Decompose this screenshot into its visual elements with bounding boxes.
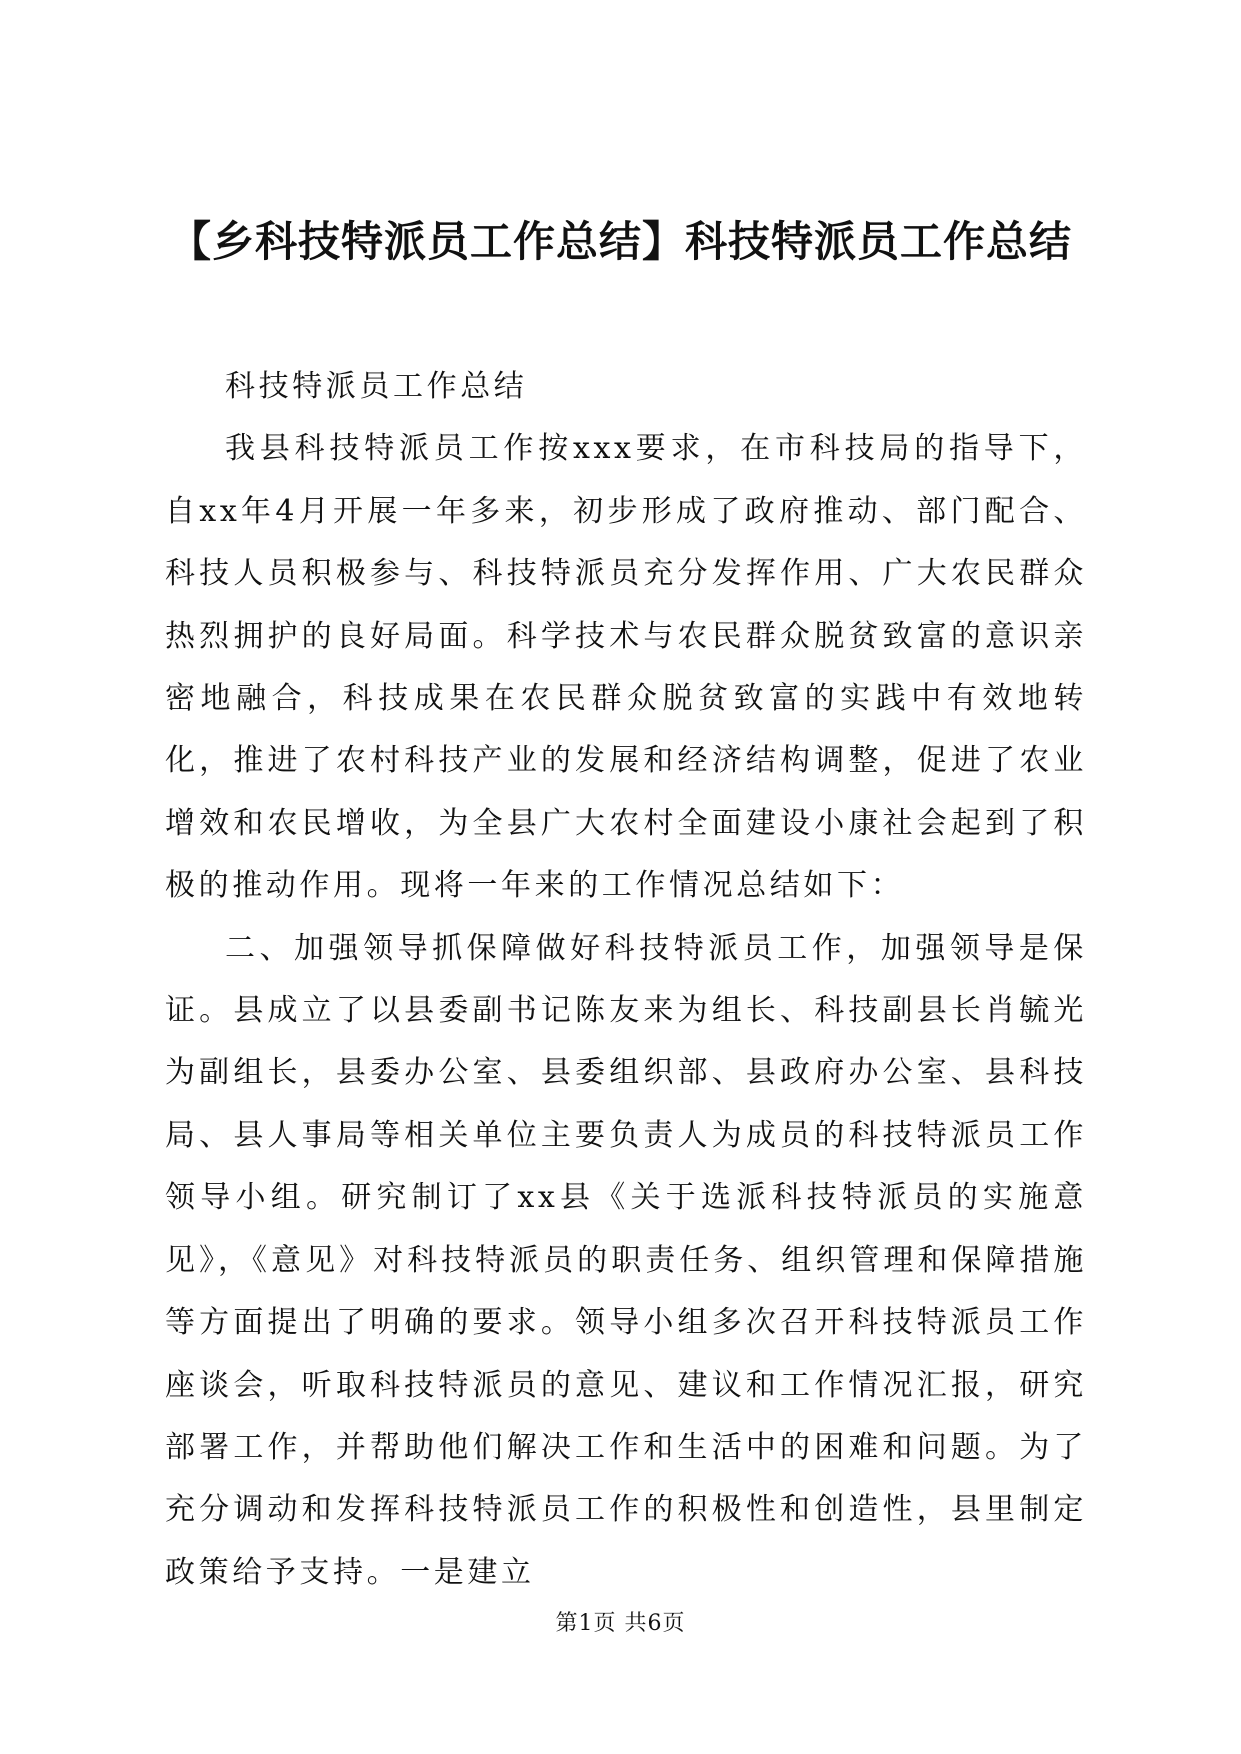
paragraph-intro: 我县科技特派员工作按xxx要求，在市科技局的指导下，自xx年4月开展一年多来，初步形成了政府推动、部门配合、科技人员积极参与、科技特派员充分发挥作用、广大农民群众热烈拥护的良好局面。科学技术与农民群众脱贫致富的意识亲密地融合，科技成果在农民群众脱贫致富的实践中有效地转化，推进了农村科技产业的发展和经济结构调整，促进了农业增效和农民增收，为全县广大农村全面建设小康社会起到了积极的推动作用。现将一年来的工作情况总结如下： [165,431,1087,904]
paragraph-section-two: 二、加强领导抓保障做好科技特派员工作，加强领导是保证。县成立了以县委副书记陈友来为组长、科技副县长肖毓光为副组长，县委办公室、县委组织部、县政府办公室、县科技局、县人事局等相关单位主要负责人为成员的科技特派员工作领导小组。研究制订了xx县《关于选派科技特派员的实施意见》，《意见》对科技特派员的职责任务、组织管理和保障措施等方面提出了明确的要求。领导小组多次召开科技特派员工作座谈会，听取科技特派员的意见、建议和工作情况汇报，研究部署工作，并帮助他们解决工作和生活中的困难和问题。为了充分调动和发挥科技特派员工作的积极性和创造性，县里制定政策给予支持。一是建立 [165,930,1087,1590]
page-footer: 第1页 共6页 [555,1611,686,1636]
document-title: 【乡科技特派员工作总结】科技特派员工作总结 [168,217,1072,266]
paragraph-subtitle: 科技特派员工作总结 [225,369,528,404]
document-body [165,356,1087,1604]
